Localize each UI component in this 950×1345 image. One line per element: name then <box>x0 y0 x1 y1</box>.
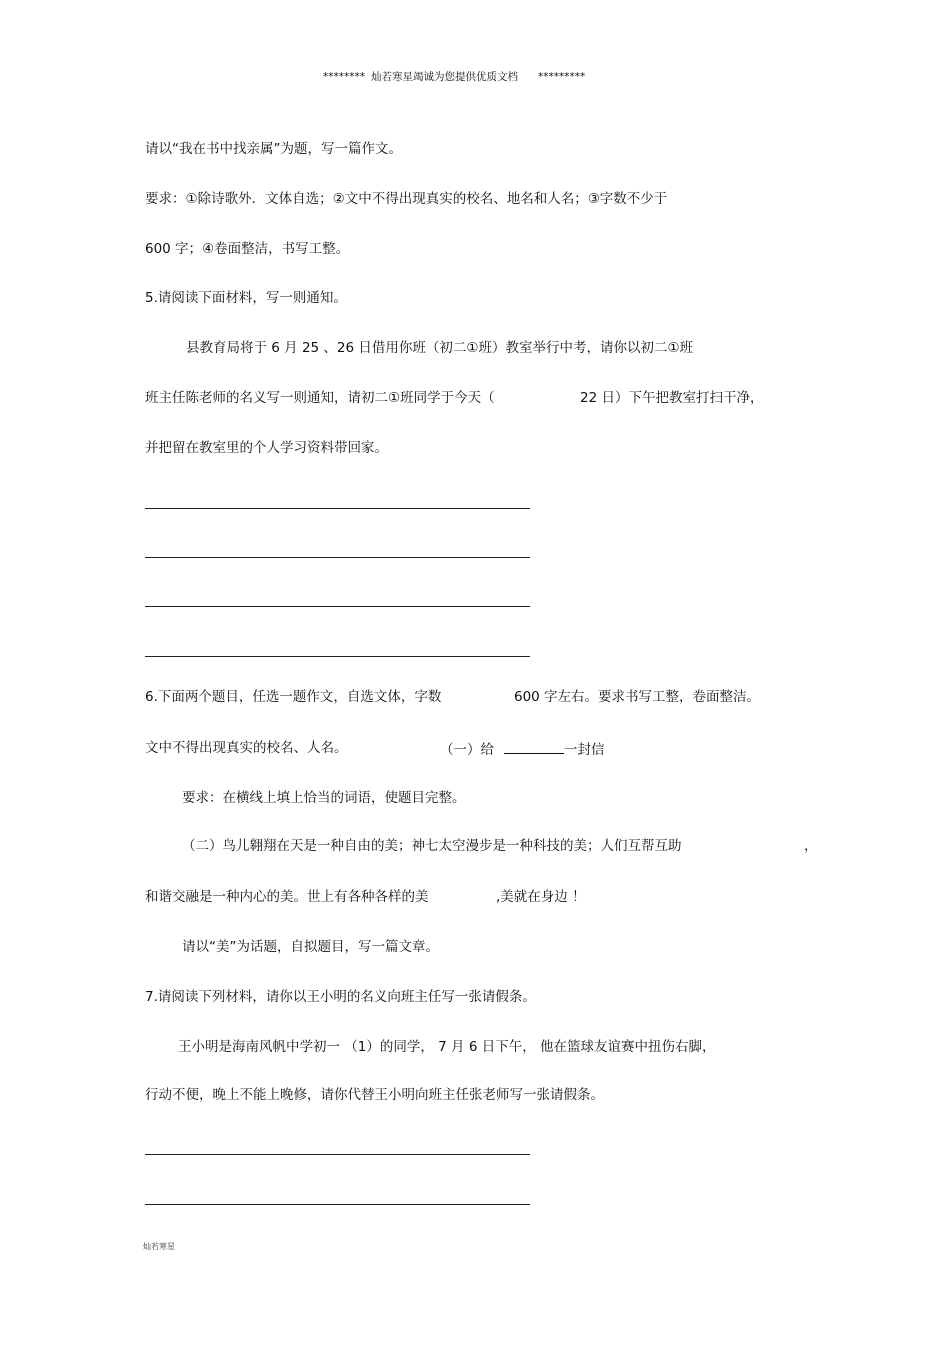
question-5-title: 5.请阅读下面材料，写一则通知。 <box>145 290 347 306</box>
essay-prompt-line: 请以“我在书中找亲属”为题，写一篇作文。 <box>145 141 402 157</box>
option-2-line-1: （二）鸟儿翱翔在天是一种自由的美；神七太空漫步是一种科技的美；人们互帮互助 <box>182 838 682 854</box>
option-1-label <box>440 739 605 759</box>
question-5-material-line-2b: 22 日）下午把教室打扫干净， <box>580 390 764 406</box>
option-2-line-2b: ,美就在身边 ！ <box>496 889 586 905</box>
question-7-material-line-1: 王小明是海南风帆中学初一 （1）的同学， 7 月 6 日下午， 他在篮球友谊赛中扭伤右脚， <box>178 1039 716 1055</box>
answer-line <box>145 606 530 607</box>
question-6-line-2: 文中不得出现真实的校名、人名。 <box>145 740 348 756</box>
requirements-line-1: 要求：①除诗歌外．文体自选；②文中不得出现真实的校名、地名和人名；③字数不少于 <box>145 191 668 207</box>
requirements-line-2: 600 字；④卷面整洁，书写工整。 <box>145 241 350 257</box>
question-7-material-line-2: 行动不便，晚上不能上晚修，请你代替王小明向班主任张老师写一张请假条。 <box>145 1087 604 1103</box>
header-right-stars: ********* <box>538 71 586 83</box>
question-5-material-line-1: 县教育局将于 6 月 25 、26 日借用你班（初二①班）教室举行中考，请你以初二①班 <box>186 340 694 356</box>
question-6-title: 6.下面两个题目，任选一题作文，自选文体，字数 <box>145 689 442 705</box>
option-2-line-3: 请以“美”为话题，自拟题目，写一篇文章。 <box>182 939 439 955</box>
answer-line <box>145 557 530 558</box>
header-left-stars: ******** <box>323 71 365 83</box>
option-2-line-2a: 和谐交融是一种内心的美。世上有各种各样的美 <box>145 889 429 905</box>
question-6-title-cont: 600 字左右。要求书写工整，卷面整洁。 <box>514 689 761 705</box>
answer-line <box>145 656 530 657</box>
option-1-prefix: （一）给 <box>440 742 494 758</box>
option-1-requirement: 要求：在横线上填上恰当的词语，使题目完整。 <box>182 790 466 806</box>
question-5-material-line-2a: 班主任陈老师的名义写一则通知，请初二①班同学于今天（ <box>145 390 495 406</box>
header-text: 灿若寒星竭诚为您提供优质文档 <box>371 71 518 83</box>
answer-line <box>145 1204 530 1205</box>
option-1-suffix: 一封信 <box>564 742 605 758</box>
answer-line <box>145 1154 530 1155</box>
option-2-line-1-comma: ， <box>804 838 818 854</box>
fill-in-blank <box>504 739 564 754</box>
footer-text: 灿若寒星 <box>143 1242 175 1251</box>
question-5-material-line-3: 并把留在教室里的个人学习资料带回家。 <box>145 440 388 456</box>
question-7-title: 7.请阅读下列材料，请你以王小明的名义向班主任写一张请假条。 <box>145 989 536 1005</box>
answer-line <box>145 508 530 509</box>
